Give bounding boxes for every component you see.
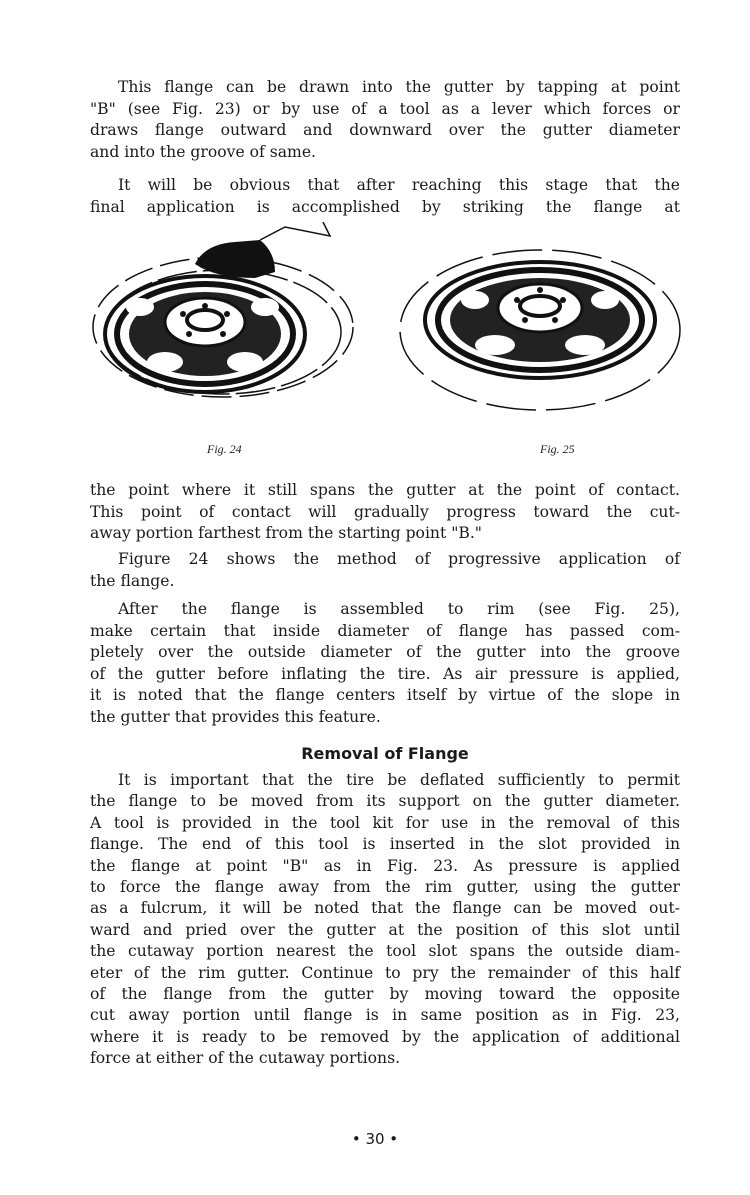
figure-24-caption: Fig. 24 <box>207 442 242 456</box>
paragraph-5 <box>90 599 680 729</box>
text-line: It is important that the tire be deflated sufficiently to permit <box>118 771 680 789</box>
text-line: draws flange outward and downward over the gutter diameter <box>90 121 680 140</box>
text-line: This point of contact will gradually progress toward the cut- <box>90 502 680 521</box>
text-line: Figure 24 shows the method of progressive application of <box>118 550 680 568</box>
text-line: This flange can be drawn into the gutter by tapping at point <box>118 78 680 96</box>
paragraph-3 <box>90 480 680 545</box>
text-line: the point where it still spans the gutter at the point of contact. <box>90 481 680 499</box>
text-line: cut away portion until flange is in same position as in Fig. 23, <box>90 1006 680 1025</box>
text-line: away portion farthest from the starting point "B." <box>90 524 482 543</box>
figure-25-caption: Fig. 25 <box>540 442 575 456</box>
text-line: force at either of the cutaway portions. <box>90 1049 401 1068</box>
text-line: where it is ready to be removed by the application of additional <box>90 1027 680 1046</box>
text-line: "B" (see Fig. 23) or by use of a tool as a lever which forces or <box>90 99 680 118</box>
text-line: the flange at point "B" as in Fig. 23. As pressure is applied <box>90 856 680 875</box>
text-line: of the flange from the gutter by moving toward the opposite <box>90 985 680 1004</box>
text-line: the flange. <box>90 571 175 590</box>
paragraph-2 <box>90 175 680 218</box>
figure-25-wheel <box>395 240 685 420</box>
text-line: final application is accomplished by striking the flange at <box>90 197 680 216</box>
text-line: to force the flange away from the rim gutter, using the gutter <box>90 878 680 897</box>
text-line: it is noted that the flange centers itself by virtue of the slope in <box>90 686 680 705</box>
figure-24-wheel-with-foot <box>85 222 365 417</box>
paragraph-4 <box>90 549 680 592</box>
paragraph-1 <box>90 77 680 163</box>
text-line: and into the groove of same. <box>90 142 317 161</box>
section-heading: Removal of Flange <box>301 744 469 763</box>
text-line: as a fulcrum, it will be noted that the flange can be moved out- <box>90 899 680 918</box>
text-line: the gutter that provides this feature. <box>90 707 381 726</box>
text-line: pletely over the outside diameter of the gutter into the groove <box>90 643 680 662</box>
text-line: After the flange is assembled to rim (see Fig. 25), <box>118 600 680 618</box>
text-line: A tool is provided in the tool kit for use in the removal of this <box>90 813 680 832</box>
text-line: It will be obvious that after reaching this stage that the <box>118 176 680 194</box>
page-number: • 30 • <box>351 1130 399 1148</box>
text-line: make certain that inside diameter of flange has passed com- <box>90 621 680 640</box>
text-line: the flange to be moved from its support on the gutter diameter. <box>90 792 680 811</box>
text-line: the cutaway portion nearest the tool slot spans the outside diam- <box>90 942 680 961</box>
paragraph-6 <box>90 770 680 1070</box>
text-line: flange. The end of this tool is inserted in the slot provided in <box>90 835 680 854</box>
text-line: ward and pried over the gutter at the position of this slot until <box>90 920 680 939</box>
text-line: eter of the rim gutter. Continue to pry the remainder of this half <box>90 963 680 982</box>
text-line: of the gutter before inflating the tire. As air pressure is applied, <box>90 664 680 683</box>
